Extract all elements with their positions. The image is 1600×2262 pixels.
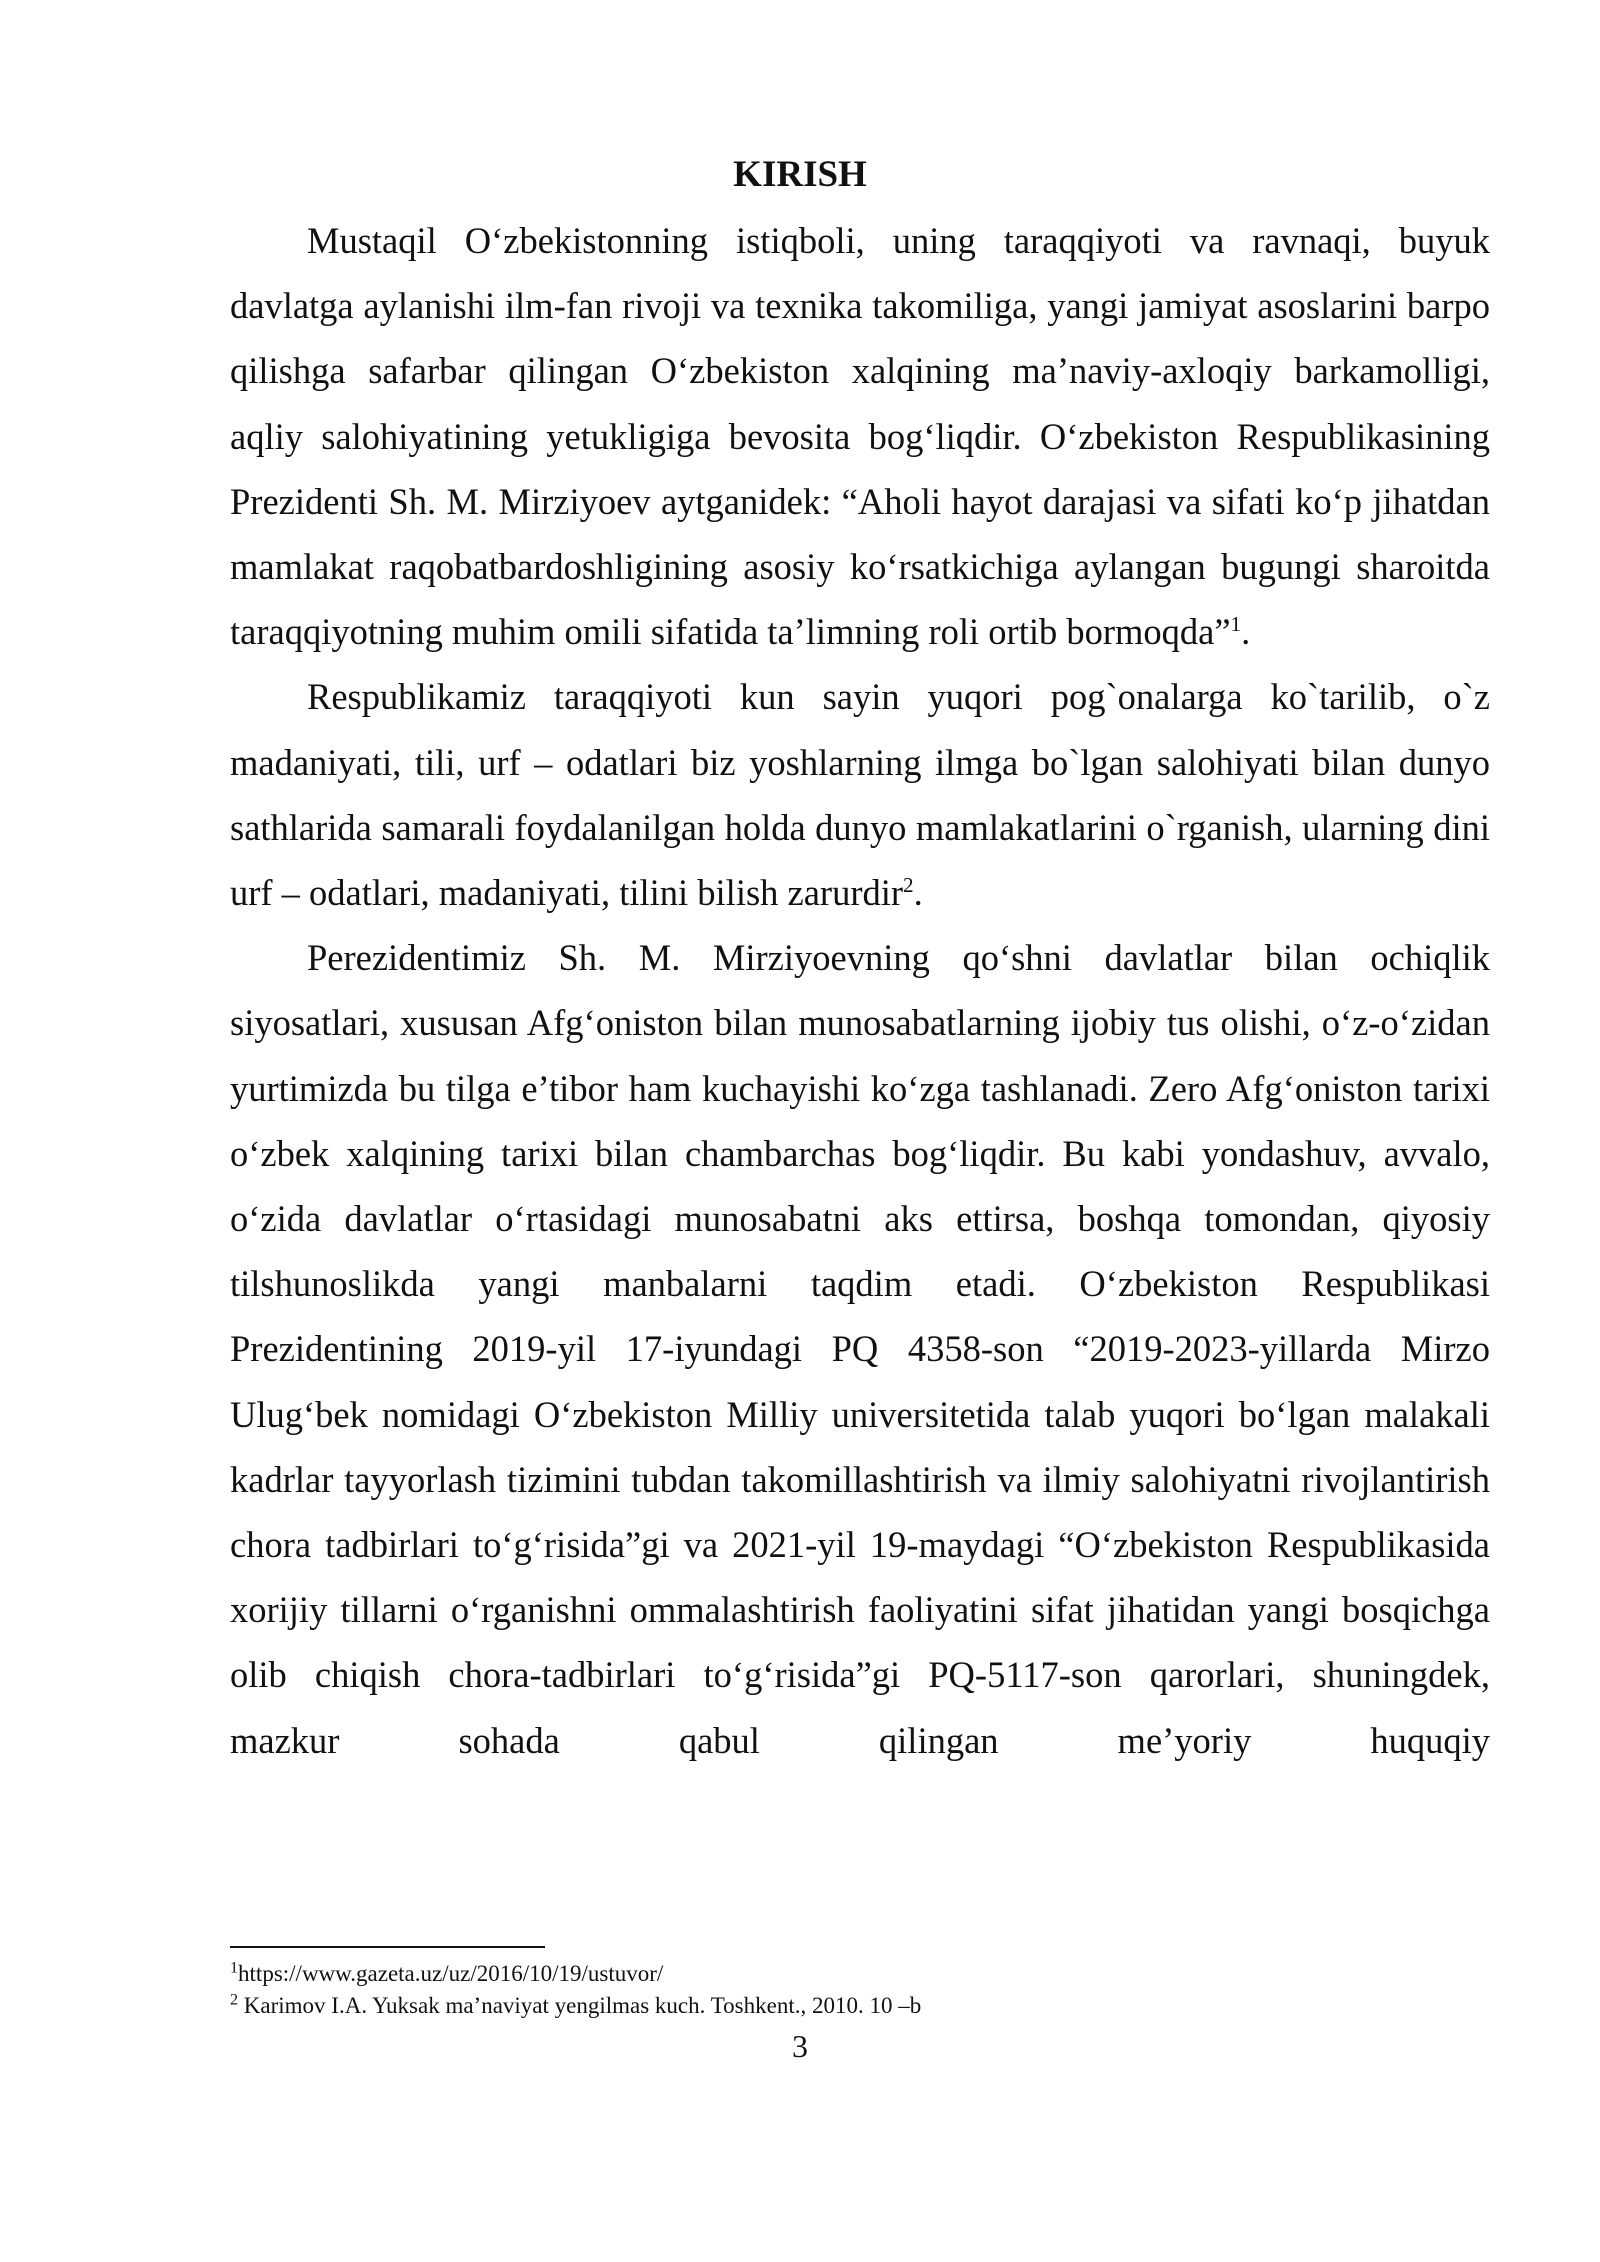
footnote-1 bbox=[230, 1958, 1490, 1990]
page-number: 3 bbox=[792, 2028, 808, 2064]
paragraph-end: . bbox=[913, 872, 923, 914]
paragraph-text: Respublikamiz taraqqiyoti kun sayin yuqori pog`onalarga ko`tarilib, o`z madaniyati, tili, urf – odatlari biz yoshlarning ilmga bo`lgan salohiyati bilan dunyo sathlarida samarali foydalanilgan holda dunyo mamlakatlarini o`rganish, ularning dini urf – odatlari, madaniyati, tilini bilish zarurdir bbox=[230, 676, 1490, 914]
paragraph-end: . bbox=[1241, 611, 1251, 653]
footnote-reference[interactable]: 2 bbox=[903, 872, 914, 897]
footnote-separator bbox=[230, 1946, 545, 1948]
footnote-2 bbox=[230, 1990, 1490, 2022]
footnote-marker: 2 bbox=[230, 1991, 239, 2009]
footnote-link[interactable]: https://www.gazeta.uz/uz/2016/10/19/ustuvor/ bbox=[238, 1961, 664, 1986]
paragraph-text: Perezidentimiz Sh. M. Mirziyoevning qo‘shni davlatlar bilan ochiqlik siyosatlari, xususan Afg‘oniston bilan munosabatlarning ijobiy tus olishi, o‘z-o‘zidan yurtimizda bu tilga e’tibor ham kuchayishi ko‘zga tashlanadi. Zero Afg‘oniston tarixi o‘zbek xalqining tarixi bilan chambarchas bog‘liqdir. Bu kabi yondashuv, avvalo, o‘zida davlatlar o‘rtasidagi munosabatni aks ettirsa, boshqa tomondan, qiyosiy tilshunoslikda yangi manbalarni taqdim etadi. O‘zbekiston Respublikasi Prezidentining 2019-yil 17-iyundagi PQ 4358-son “2019-2023-yillarda Mirzo Ulug‘bek nomidagi O‘zbekiston Milliy universitetida talab yuqori bo‘lgan malakali kadrlar tayyorlash tizimini tubdan takomillashtirish va ilmiy salohiyatni rivojlantirish chora tadbirlari to‘g‘risida”gi va 2021-yil 19-maydagi “O‘zbekiston Respublikasida xorijiy tillarni o‘rganishni ommalashtirish faoliyatini sifat jihatidan yangi bosqichga olib chiqish chora-tadbirlari to‘g‘risida”gi PQ-5117-son qarorlari, shuningdek, mazkur sohada qabul qilingan me’yoriy huquqiy bbox=[230, 937, 1490, 1761]
paragraph-2 bbox=[230, 664, 1490, 925]
paragraph-text: Mustaqil O‘zbekistonning istiqboli, uning taraqqiyoti va ravnaqi, buyuk davlatga aylanishi ilm-fan rivoji va texnika takomiliga, yangi jamiyat asoslarini barpo qilishga safarbar qilingan O‘zbekiston xalqining ma’naviy-axloqiy barkamolligi, aqliy salohiyatining yetukligiga bevosita bog‘liqdir. O‘zbekiston Respublikasining Prezidenti Sh. M. Mirziyoev aytganidek: “Aholi hayot darajasi va sifati ko‘p jihatdan mamlakat raqobatbardoshligining asosiy ko‘rsatkichiga aylangan bugungi sharoitda taraqqiyotning muhim omili sifatida ta’limning roli ortib bormoqda” bbox=[230, 220, 1490, 653]
section-title: KIRISH bbox=[733, 154, 867, 195]
footnotes bbox=[230, 1958, 1490, 2022]
footnote-marker: 1 bbox=[230, 1959, 239, 1977]
paragraph-1 bbox=[230, 208, 1490, 664]
footnote-reference[interactable]: 1 bbox=[1230, 612, 1242, 637]
footnote-text: Karimov I.A. Yuksak ma’naviyat yengilmas kuch. Toshkent., 2010. 10 –b bbox=[238, 1993, 922, 2018]
paragraph-3 bbox=[230, 925, 1490, 1773]
body-text bbox=[230, 208, 1490, 1773]
